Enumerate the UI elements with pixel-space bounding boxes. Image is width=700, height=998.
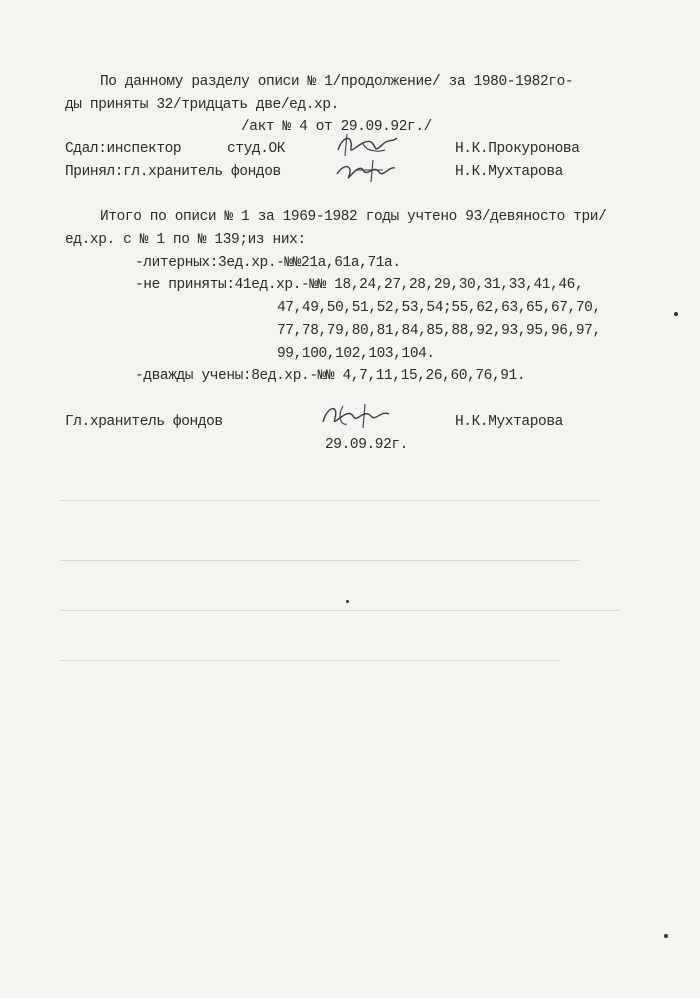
footer-name: Н.К.Мухтарова xyxy=(455,414,563,430)
not-received-line-3: 77,78,79,80,81,84,85,88,92,93,95,96,97, xyxy=(277,323,601,339)
handover-gave-name: Н.К.Прокуронова xyxy=(455,141,580,157)
not-received-line-4: 99,100,102,103,104. xyxy=(277,346,435,362)
not-received-line-1: -не приняты:41ед.хр.-№№ 18,24,27,28,29,30,31,33,41,46, xyxy=(135,277,584,293)
header-line-1: По данному разделу описи № 1/продолжение/ за 1980-1982го- xyxy=(100,74,574,90)
footer-signature xyxy=(317,400,397,434)
handover-gave-dept: студ.ОК xyxy=(227,141,286,157)
show-through-line xyxy=(60,660,560,661)
handover-gave-label: Сдал:инспектор xyxy=(65,141,182,157)
scan-speck xyxy=(664,934,668,938)
show-through-line xyxy=(60,500,600,501)
not-received-line-2: 47,49,50,51,52,53,54;55,62,63,65,67,70, xyxy=(277,300,601,316)
handover-received-name: Н.К.Мухтарова xyxy=(455,164,563,180)
summary-line-2: ед.хр. с № 1 по № 139;из них: xyxy=(65,232,306,248)
scan-speck xyxy=(674,312,678,316)
footer-date: 29.09.92г. xyxy=(325,437,409,453)
literal-items: -литерных:3ед.хр.-№№21а,61а,71а. xyxy=(135,255,401,271)
custodian-signature xyxy=(333,156,403,186)
footer-title: Гл.хранитель фондов xyxy=(65,414,223,430)
scan-speck xyxy=(346,600,349,603)
twice-counted-items: -дважды учены:8ед.хр.-№№ 4,7,11,15,26,60,76,91. xyxy=(135,368,526,384)
show-through-line xyxy=(60,560,580,561)
handover-received-label: Принял:гл.хранитель фондов xyxy=(65,164,281,180)
act-reference: /акт № 4 от 29.09.92г./ xyxy=(241,119,432,135)
header-line-2: ды приняты 32/тридцать две/ед.хр. xyxy=(65,97,339,113)
show-through-line xyxy=(60,610,620,611)
summary-line-1: Итого по описи № 1 за 1969-1982 годы учтено 93/девяносто три/ xyxy=(100,209,607,225)
